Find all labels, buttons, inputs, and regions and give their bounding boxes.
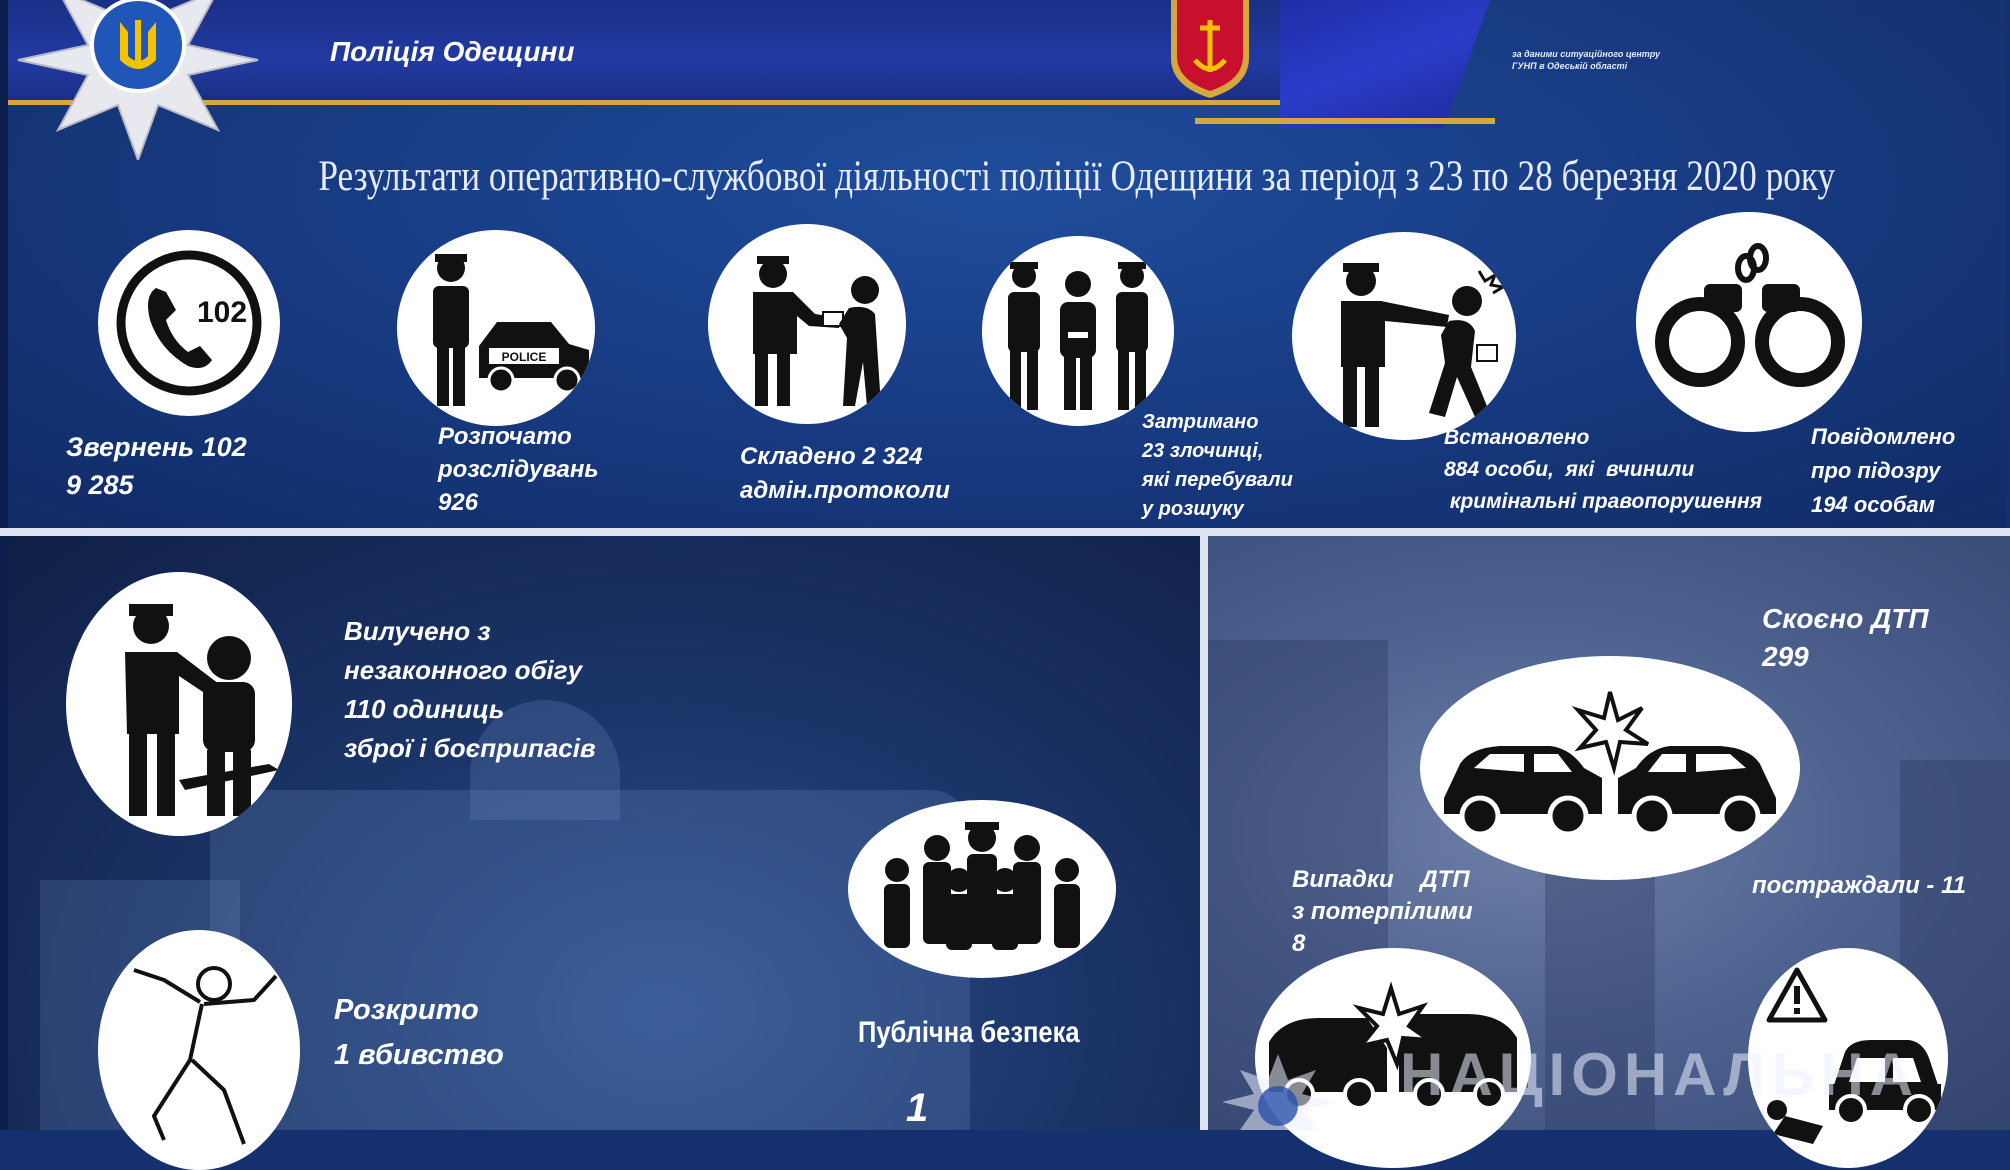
stat-calls-label: Звернень 102: [66, 432, 247, 462]
stat-weapons-label2: незаконного обігу: [344, 655, 583, 685]
stat-identified-label1: Встановлено: [1444, 426, 1590, 449]
stat-with-victims-value: 8: [1292, 930, 1306, 957]
stat-calls-value: 9 285: [66, 470, 134, 500]
public-safety-label: Публічна безпека: [858, 1016, 1080, 1049]
svg-text:102: 102: [196, 296, 248, 329]
stat-detained: [1142, 408, 1293, 524]
stat-suspicion-value: 194 особам: [1811, 492, 1936, 517]
main-title: Результати оперативно-службової діяльності поліції Одещини за період з 23 по 28 березня 2020 року: [318, 153, 1836, 200]
stat-identified-value: 884 особи, які вчинили: [1444, 458, 1695, 481]
watermark-police-star-icon: [1218, 1054, 1338, 1130]
stat-detained-value: 23 злочинці,: [1142, 440, 1264, 462]
stat-calls-102: [66, 428, 247, 504]
stat-weapons-value: 110 одиниць: [344, 694, 505, 724]
stat-murder-label: Розкрито: [334, 994, 479, 1026]
weapon-seizure-icon: [66, 572, 292, 836]
stat-with-victims-label1: Випадки ДТП: [1292, 866, 1470, 893]
stat-murder-value: 1 вбивство: [334, 1039, 504, 1071]
source-note-line1: за даними ситуаційного центру: [1512, 49, 1661, 59]
car-crash-icon: [1420, 656, 1800, 880]
stat-accidents: [1762, 600, 1929, 676]
public-safety-value: 1: [906, 1086, 929, 1130]
stat-with-victims-label2: з потерпілими: [1292, 898, 1473, 925]
stat-identified-label2: кримінальні правопорушення: [1444, 490, 1763, 513]
stat-weapons-label1: Вилучено з: [344, 616, 491, 646]
stat-detained-label2: які перебували: [1142, 469, 1293, 491]
police-star-emblem-icon: [8, 0, 268, 160]
stat-detained-label1: Затримано: [1142, 411, 1259, 433]
stat-protocols-value: Складено 2 324: [740, 443, 923, 470]
stat-investigations-label2: розслідувань: [438, 456, 599, 483]
left-border: [0, 0, 8, 1130]
stat-accidents-label: Скоєно ДТП: [1762, 603, 1929, 634]
stat-investigations-value: 926: [438, 489, 479, 516]
watermark-text: НАЦІОНАЛЬНА: [1400, 1041, 1920, 1108]
stat-murder: [334, 988, 504, 1078]
phone-102-icon: [98, 230, 280, 416]
police-car-icon: [397, 230, 595, 426]
detained-icon: [982, 236, 1174, 426]
source-note: [1512, 48, 1660, 72]
protocol-icon: [708, 224, 906, 424]
opera-house-silhouette: [210, 790, 970, 1130]
body-outline-icon: [98, 930, 300, 1170]
stat-suspicion-label2: про підозру: [1811, 458, 1941, 483]
vertical-divider: [1200, 536, 1208, 1130]
arrest-icon: [1292, 232, 1516, 440]
svg-text:POLICE: POLICE: [501, 350, 547, 364]
stat-detained-label3: у розшуку: [1142, 498, 1244, 520]
stat-identified: [1444, 422, 1762, 518]
stat-weapons-label3: зброї і боєприпасів: [344, 733, 596, 763]
handcuffs-icon: [1636, 212, 1862, 432]
stat-investigations-label1: Розпочато: [438, 423, 572, 450]
source-note-line2: ГУНП в Одеській області: [1512, 61, 1628, 71]
stat-accidents-value: 299: [1762, 641, 1809, 672]
odessa-crest-icon: [1165, 0, 1255, 100]
stat-injured: постраждали - 11: [1752, 872, 1966, 899]
header-title: Поліція Одещини: [330, 36, 575, 67]
crowd-icon: [848, 800, 1116, 978]
stat-protocols: [740, 440, 950, 508]
stat-suspicion: [1811, 420, 1955, 522]
ribbon-stripe: [1195, 118, 1495, 124]
stat-weapons: [344, 612, 596, 768]
stat-protocols-label: адмін.протоколи: [740, 477, 950, 504]
stat-investigations: [438, 420, 599, 519]
stat-suspicion-label1: Повідомлено: [1811, 424, 1956, 449]
stat-with-victims: [1292, 864, 1473, 960]
horizontal-divider: [0, 528, 2010, 536]
